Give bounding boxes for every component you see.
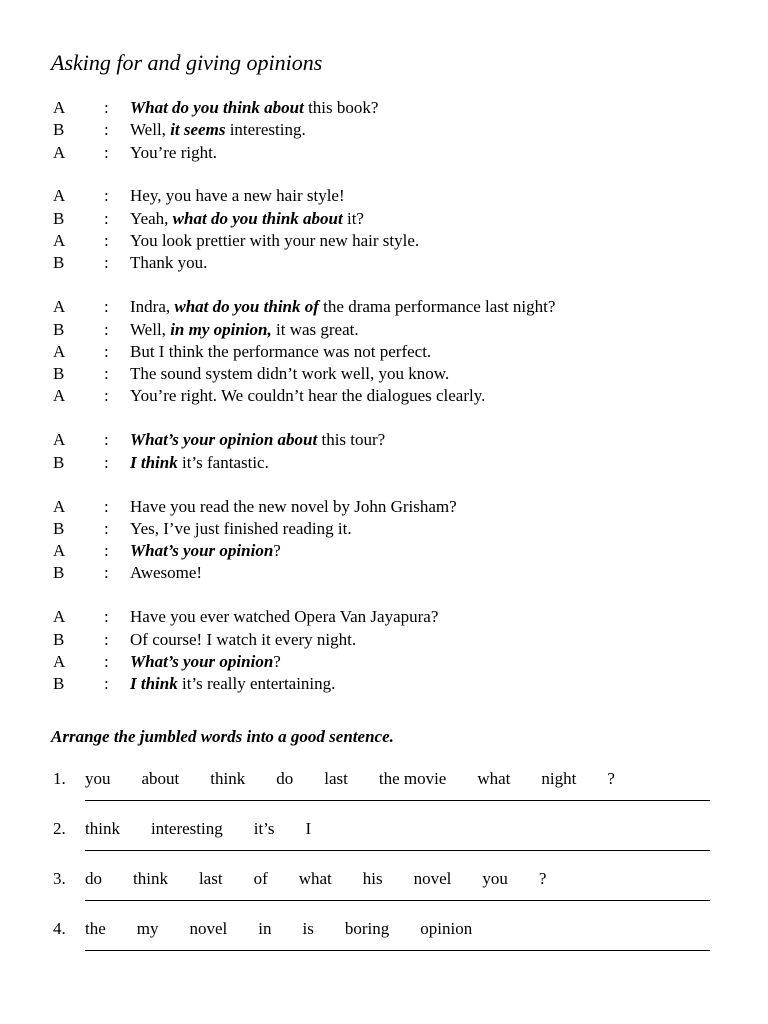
- expression-highlight: I think: [130, 452, 178, 472]
- jumbled-word: about: [141, 769, 180, 788]
- expression-highlight: What’s your opinion: [130, 651, 274, 671]
- text-segment: Indra,: [130, 297, 175, 317]
- dialogue-text: [130, 230, 419, 252]
- speaker-label: A: [53, 386, 66, 406]
- jumbled-word: novel: [189, 919, 228, 938]
- text-segment: interesting.: [225, 120, 306, 140]
- exercise-number: 3.: [53, 869, 66, 888]
- jumbled-word: the: [85, 919, 106, 938]
- dialogue-text: [130, 296, 555, 318]
- jumbled-word: in: [258, 919, 272, 938]
- text-segment: this book?: [303, 98, 379, 117]
- speaker-colon: :: [104, 364, 109, 384]
- speaker-colon: :: [104, 297, 109, 317]
- jumbled-word: night: [541, 769, 577, 788]
- exercise-item: [0, 767, 768, 817]
- speaker-label: B: [53, 208, 65, 228]
- text-segment: But I think the performance was not perfect.: [130, 341, 432, 361]
- speaker-label: A: [53, 607, 66, 627]
- dialogue-line: [0, 319, 768, 341]
- jumbled-word: last: [198, 869, 223, 888]
- speaker-colon: :: [104, 319, 109, 339]
- text-segment: The sound system didn’t work well, you know.: [130, 364, 450, 384]
- text-segment: it was great.: [271, 319, 359, 339]
- text-segment: You’re right.: [130, 142, 218, 162]
- speaker-colon: :: [104, 253, 109, 273]
- jumbled-words: [85, 867, 546, 891]
- speaker-colon: :: [104, 563, 109, 583]
- speaker-colon: :: [104, 430, 109, 450]
- dialogue-line: [0, 629, 768, 651]
- speaker-label: B: [53, 629, 65, 649]
- speaker-label: B: [53, 120, 65, 140]
- dialogue-block: [0, 429, 768, 474]
- dialogue-line: [0, 208, 768, 230]
- speaker-label: A: [53, 98, 66, 117]
- dialogue-text: [130, 119, 306, 141]
- expression-highlight: in my opinion,: [170, 319, 272, 339]
- jumbled-words: [85, 817, 311, 841]
- answer-line[interactable]: [85, 950, 710, 951]
- exercise-item: [0, 917, 768, 967]
- speaker-label: A: [53, 541, 66, 561]
- dialogue-line: [0, 119, 768, 141]
- exercise-item: [0, 817, 768, 867]
- speaker-colon: :: [104, 208, 109, 228]
- jumbled-word: his: [362, 869, 383, 888]
- text-segment: the drama performance last night?: [318, 297, 556, 317]
- dialogue-line: [0, 452, 768, 474]
- speaker-label: B: [53, 452, 65, 472]
- dialogue-text: [130, 97, 378, 119]
- dialogue-line: [0, 518, 768, 540]
- text-segment: this tour?: [317, 430, 386, 450]
- jumbled-word: what: [477, 769, 511, 788]
- expression-highlight: I think: [130, 674, 178, 694]
- jumbled-word: of: [253, 869, 268, 888]
- jumbled-word: think: [210, 769, 246, 788]
- speaker-label: B: [53, 518, 65, 538]
- dialogue-text: [130, 363, 449, 385]
- expression-highlight: What’s your opinion about: [130, 430, 318, 450]
- jumbled-word: think: [85, 819, 120, 838]
- speaker-colon: :: [104, 142, 109, 162]
- text-segment: it’s fantastic.: [177, 452, 269, 472]
- speaker-label: B: [53, 364, 65, 384]
- dialogue-line: [0, 185, 768, 207]
- speaker-colon: :: [104, 674, 109, 694]
- expression-highlight: what do you think about: [172, 208, 343, 228]
- dialogue-block: [0, 496, 768, 585]
- dialogue-line: [0, 252, 768, 274]
- dialogue-text: [130, 673, 335, 695]
- dialogue-line: [0, 673, 768, 695]
- speaker-label: A: [53, 430, 66, 450]
- speaker-label: A: [53, 186, 66, 206]
- speaker-colon: :: [104, 231, 109, 251]
- dialogue-line: [0, 385, 768, 407]
- text-segment: Have you ever watched Opera Van Jayapura?: [130, 607, 439, 627]
- jumbled-word: the movie: [378, 769, 447, 788]
- jumbled-word: you: [85, 769, 111, 788]
- jumbled-word: think: [133, 869, 168, 888]
- jumbled-word: my: [136, 919, 159, 938]
- answer-line[interactable]: [85, 800, 710, 801]
- dialogue-line: [0, 230, 768, 252]
- dialogue-text: [130, 185, 345, 207]
- dialogue-text: [130, 562, 202, 584]
- dialogue-line: [0, 97, 768, 119]
- speaker-colon: :: [104, 120, 109, 140]
- jumbled-word: interesting: [150, 819, 223, 838]
- speaker-colon: :: [104, 496, 109, 516]
- expression-highlight: What’s your opinion: [130, 541, 274, 561]
- text-segment: it’s really entertaining.: [177, 674, 336, 694]
- dialogue-line: [0, 562, 768, 584]
- jumbled-words: [85, 767, 615, 791]
- speaker-label: A: [53, 297, 66, 317]
- jumbled-word: do: [276, 769, 294, 788]
- dialogue-line: [0, 142, 768, 164]
- text-segment: Of course! I watch it every night.: [130, 629, 357, 649]
- dialogue-text: [130, 518, 352, 540]
- speaker-colon: :: [104, 341, 109, 361]
- jumbled-words: [85, 917, 472, 941]
- dialogue-text: [130, 651, 281, 673]
- dialogue-text: [130, 319, 359, 341]
- text-segment: You’re right. We couldn’t hear the dialogues clearly.: [130, 386, 486, 406]
- speaker-colon: :: [104, 541, 109, 561]
- speaker-colon: :: [104, 386, 109, 406]
- jumbled-word: ?: [538, 869, 547, 888]
- speaker-label: A: [53, 496, 66, 516]
- text-segment: Yeah,: [130, 208, 173, 228]
- dialogue-line: [0, 341, 768, 363]
- dialogue-list: [0, 97, 768, 717]
- jumbled-word: ?: [607, 769, 615, 788]
- dialogue-line: [0, 496, 768, 518]
- speaker-label: B: [53, 253, 65, 273]
- dialogue-text: [130, 142, 217, 164]
- dialogue-text: [130, 429, 385, 451]
- speaker-colon: :: [104, 607, 109, 627]
- jumbled-word: last: [324, 769, 348, 788]
- jumbled-word: you: [482, 869, 508, 888]
- speaker-colon: :: [104, 629, 109, 649]
- text-segment: ?: [273, 541, 281, 561]
- expression-highlight: What do you think about: [130, 98, 304, 117]
- dialogue-block: [0, 606, 768, 695]
- exercise-list: [0, 767, 768, 967]
- dialogue-text: [130, 252, 207, 274]
- dialogue-line: [0, 363, 768, 385]
- text-segment: it?: [342, 208, 364, 228]
- jumbled-word: boring: [344, 919, 390, 938]
- dialogue-text: [130, 496, 457, 518]
- text-segment: ?: [273, 651, 281, 671]
- page-title: Asking for and giving opinions: [51, 50, 323, 75]
- speaker-label: B: [53, 319, 65, 339]
- exercise-instruction: Arrange the jumbled words into a good sentence.: [51, 727, 394, 746]
- dialogue-text: [130, 385, 485, 407]
- text-segment: Awesome!: [130, 563, 203, 583]
- dialogue-text: [130, 540, 281, 562]
- dialogue-text: [130, 629, 356, 651]
- jumbled-word: novel: [413, 869, 452, 888]
- exercise-number: 2.: [53, 819, 66, 838]
- speaker-colon: :: [104, 186, 109, 206]
- dialogue-line: [0, 429, 768, 451]
- exercise-item: [0, 867, 768, 917]
- dialogue-line: [0, 540, 768, 562]
- jumbled-word: I: [305, 819, 312, 838]
- speaker-colon: :: [104, 518, 109, 538]
- exercise-number: 4.: [53, 919, 66, 938]
- jumbled-word: do: [85, 869, 102, 888]
- dialogue-text: [130, 208, 364, 230]
- expression-highlight: what do you think of: [174, 297, 319, 317]
- dialogue-text: [130, 606, 438, 628]
- jumbled-word: it’s: [253, 819, 275, 838]
- dialogue-text: [130, 341, 431, 363]
- speaker-label: A: [53, 142, 66, 162]
- text-segment: Have you read the new novel by John Grisham?: [130, 496, 457, 516]
- dialogue-block: [0, 185, 768, 274]
- jumbled-word: is: [302, 919, 314, 938]
- dialogue-text: [130, 452, 269, 474]
- text-segment: Yes, I’ve just finished reading it.: [130, 518, 352, 538]
- speaker-label: A: [53, 341, 66, 361]
- dialogue-line: [0, 606, 768, 628]
- speaker-label: A: [53, 231, 66, 251]
- text-segment: Well,: [130, 319, 171, 339]
- exercise-number: 1.: [53, 769, 66, 788]
- dialogue-line: [0, 296, 768, 318]
- speaker-label: A: [53, 651, 66, 671]
- text-segment: Well,: [130, 120, 171, 140]
- text-segment: Hey, you have a new hair style!: [130, 186, 345, 206]
- jumbled-word: what: [298, 869, 332, 888]
- text-segment: Thank you.: [130, 253, 208, 273]
- dialogue-block: [0, 296, 768, 407]
- jumbled-word: opinion: [420, 919, 473, 938]
- text-segment: You look prettier with your new hair style.: [130, 231, 420, 251]
- expression-highlight: it seems: [170, 120, 226, 140]
- speaker-colon: :: [104, 452, 109, 472]
- speaker-colon: :: [104, 98, 109, 117]
- speaker-label: B: [53, 563, 65, 583]
- dialogue-block: [0, 97, 768, 164]
- speaker-label: B: [53, 674, 65, 694]
- speaker-colon: :: [104, 651, 109, 671]
- dialogue-line: [0, 651, 768, 673]
- answer-line[interactable]: [85, 850, 710, 851]
- answer-line[interactable]: [85, 900, 710, 901]
